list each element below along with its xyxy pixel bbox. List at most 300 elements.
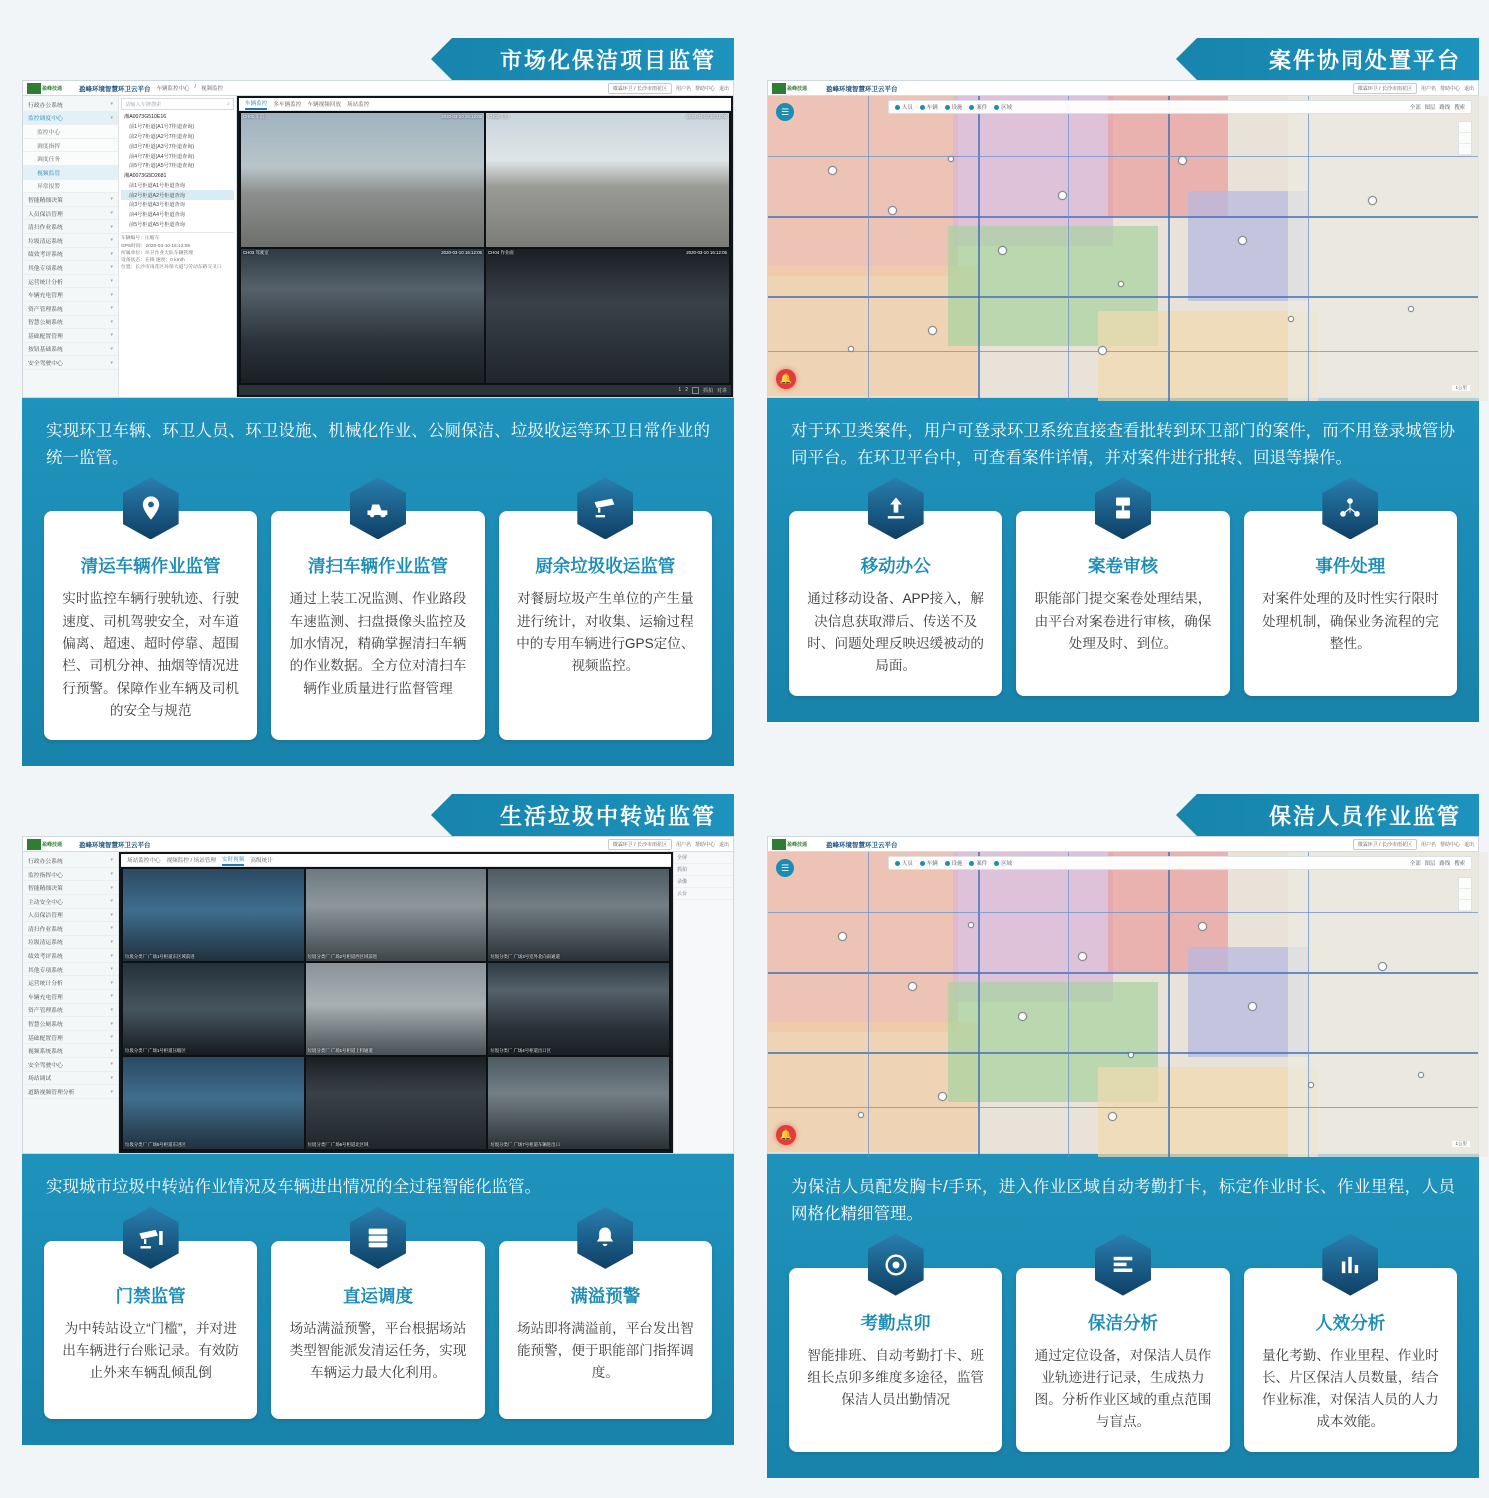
meta-line: 车辆编号：压缩车 [121,236,160,242]
sidebar-item[interactable] [23,881,118,895]
map-marker[interactable] [1118,281,1124,287]
sidebar-item[interactable] [23,868,118,882]
sidebar-item-label: 调度指挥 [37,143,61,150]
app-logo: 盈峰技通 [772,839,818,850]
video-grid [121,867,671,1151]
sidebar-item-label: 调度任务 [37,157,61,164]
help-link[interactable]: 帮助中心 [1439,841,1460,848]
sidebar-item[interactable] [23,193,118,207]
app-sidebar [23,96,119,397]
control-ptz[interactable]: 云台 [674,888,733,900]
panel-ribbon-title: 市场化保洁项目监管 [452,38,734,80]
sidebar-item[interactable] [23,220,118,234]
app-titlebar [23,837,733,852]
overflow-alarm-icon [577,1207,633,1269]
layer-button[interactable]: 图层 [1424,861,1436,868]
sidebar-item[interactable] [23,207,118,221]
tree-node[interactable]: 前4号7柜道(A4号7柜道查询) [129,153,195,160]
app-body [23,852,733,1153]
breadcrumb-item-1[interactable]: 车辆监控中心 [156,86,190,92]
sidebar-subitem[interactable] [23,139,118,153]
logout-link[interactable]: 退出 [1463,85,1474,92]
sidebar-item-label: 垃圾清运系统 [28,238,63,245]
map-app [768,837,1478,1153]
map-app [768,81,1478,397]
app-body [23,96,733,397]
video-cell[interactable] [486,249,729,383]
tab-vehicle-monitor[interactable]: 车辆监控 [245,99,267,110]
feature-title: 满溢预警 [570,1285,641,1306]
sidebar-subitem-active[interactable] [23,166,118,180]
search-input[interactable]: 请输入车牌搜索 [125,101,162,108]
efficiency-analysis-icon [1322,1234,1378,1296]
feature-text: 智能排班、自动考勤打卡、班组长点卯多维度多途径，监管保洁人员出勤情况 [807,1347,985,1408]
sidebar-item[interactable] [23,1058,118,1072]
app-user-area [1353,839,1474,850]
map-marker[interactable] [848,346,854,352]
vehicle-search[interactable] [121,98,234,110]
sidebar-item[interactable] [23,854,118,868]
app-logo: 盈峰技通 [772,83,818,94]
legend-item[interactable] [1459,878,1471,889]
dispatch-server-icon [350,1207,406,1269]
map-marker[interactable] [1098,346,1107,355]
sidebar-item-label: 其他专项系统 [28,967,63,974]
control-fullscreen[interactable]: 全屏 [674,852,733,864]
tree-node-selected[interactable]: 前2号柜道A2号柜道查询 [121,190,234,200]
tree-node[interactable]: 前5号柜道A5号柜道查询 [129,221,185,228]
screenshot-map-cleaners [767,836,1479,1154]
meta-line: 所属单位：环卫作业大队车辆管理 [121,250,193,256]
sidebar-item[interactable] [23,1017,118,1031]
video-cell[interactable] [306,869,487,961]
map-road [1308,852,1309,1157]
case-review-icon [1095,477,1151,539]
sidebar-item-label: 人员保洁管理 [28,211,63,218]
sidebar-item-label: 智慧公厕系统 [28,1022,63,1029]
sidebar-item[interactable] [23,909,118,923]
tab-station-monitor[interactable]: 场站监控 [346,102,370,108]
tab-live-video[interactable]: 实时视频 [222,855,244,866]
chevron-down-icon: ▾ [110,237,113,244]
video-channel: 垃圾分类厂 广场3号室外北向南通道 [490,954,560,960]
legend-item[interactable] [1459,133,1471,144]
vehicle-icon [920,861,925,866]
video-channel: 垃圾分类厂 广场7号柜道车辆进出口 [490,1142,560,1148]
feature-title: 考勤点卯 [860,1312,931,1333]
panel-body [767,1154,1479,1478]
filter-facility[interactable]: 设施 [945,103,963,111]
map-marker[interactable] [928,326,937,335]
panel-market-cleaning [22,38,734,766]
sidebar-item[interactable] [23,261,118,275]
meta-line: 位置：长沙市雨花区环保大道与劳动东路交叉口 [121,265,222,271]
feature-text: 实时监控车辆行驶轨迹、行驶速度、司机驾驶安全，对车道偏离、超速、超时停靠、超围栏、司机分神、抽烟等情况进行预警。保障作业车辆及司机的安全与规范 [62,591,240,718]
sidebar-item-label: 基础配置管理 [28,1035,63,1042]
sidebar-item[interactable] [23,1044,118,1058]
feature-card [789,1268,1002,1452]
video-channel: 垃圾分类厂 广场1号柜道东区域前进 [125,954,195,960]
video-cell[interactable] [488,869,669,961]
tree-node[interactable]: 前2号7柜道(A2号7柜道查询) [129,133,195,140]
screenshot-map-cases [767,80,1479,398]
feature-title: 事件处理 [1315,556,1386,577]
chevron-down-icon: ▾ [110,1074,113,1081]
sidebar-item[interactable] [23,1072,118,1086]
sidebar-item[interactable] [23,302,118,316]
sidebar-item-label: 车辆充电管理 [28,994,63,1001]
sidebar-item-label: 行政办公系统 [28,858,63,865]
video-cell[interactable] [306,963,487,1055]
video-channel: 垃圾分类厂 广场2号柜道西区域前进 [307,954,378,960]
map-road [1068,852,1069,1157]
map-road [978,852,980,1157]
menu-icon[interactable]: ☰ [776,859,794,877]
map-canvas[interactable] [768,96,1478,397]
app-user-area [608,839,729,850]
sidebar-item-label: 场站调试 [28,1076,52,1083]
chevron-down-icon: ▾ [110,196,113,203]
breadcrumb-item-2[interactable]: 视频监控 [201,86,224,92]
alarm-bell-icon[interactable]: 🔔 [776,369,796,389]
sidebar-item[interactable] [23,234,118,248]
route-button[interactable]: 路线 [1439,861,1451,868]
map-region [768,96,958,276]
chevron-down-icon: ▾ [110,264,113,271]
filter-people[interactable]: 人员 [895,859,913,867]
fullscreen-icon[interactable] [692,387,699,394]
sidebar-item-label: 道路视频管理分析 [28,1090,75,1097]
map-region [1098,311,1318,401]
tree-node[interactable]: 前3号柜道A3号柜道查询 [129,202,185,209]
sidebar-item-label: 人员保洁管理 [28,913,63,920]
feature-card [1016,511,1229,695]
legend-item[interactable] [1459,900,1471,911]
gate-camera-icon [123,1207,179,1269]
feature-card [1244,511,1457,695]
chevron-down-icon: ▾ [110,101,113,108]
user-name[interactable]: 用户名 [675,85,691,92]
feature-title: 厨余垃圾收运监管 [535,556,676,577]
sidebar-item-label: 其他专项系统 [28,265,63,272]
page-2-button[interactable]: 2 [685,387,688,393]
video-cell[interactable] [488,963,669,1055]
menu-icon[interactable]: ☰ [776,103,794,121]
sidebar-item[interactable] [23,976,118,990]
filter-vehicle[interactable]: 车辆 [920,859,938,867]
app-title: 盈峰环境智慧环卫云平台 [826,85,898,93]
tree-node[interactable]: 前4号柜道A4号柜道查询 [129,212,185,219]
filter-all[interactable]: 全部 [1409,861,1421,868]
map-toolbar [888,100,1472,114]
map-marker[interactable] [1288,316,1294,322]
logout-link[interactable]: 退出 [718,841,729,848]
tab-multi-vehicle[interactable]: 多车辆监控 [273,102,302,108]
map-marker[interactable] [828,166,837,175]
feature-title: 直运调度 [342,1285,413,1306]
sidebar-item[interactable] [23,112,118,126]
feature-text: 量化考勤、作业里程、作业时长、片区保洁人员数量，结合作业标准，对保洁人员的人力成本效能。 [1261,1347,1439,1430]
app-breadcrumb [157,84,224,92]
sidebar-item-label: 按钮基础系统 [28,347,63,354]
map-marker[interactable] [1178,156,1187,165]
tab-advanced-stats[interactable]: 高级统计 [250,858,273,865]
sidebar-item-label: 绩效考评系统 [28,954,63,961]
panel-description: 为保洁人员配发胸卡/手环，进入作业区域自动考勤打卡，标定作业时长、作业里程，人员网格化精细管理。 [791,1178,1455,1223]
feature-card [499,511,712,740]
sidebar-item[interactable] [23,316,118,330]
intercom-button[interactable]: 对讲 [716,387,727,394]
filter-all[interactable]: 全部 [1409,105,1421,111]
video-cell[interactable] [123,963,304,1055]
chevron-down-icon: ▾ [110,898,113,905]
sidebar-item[interactable] [23,949,118,963]
sidebar-item-label: 监控指挥中心 [28,872,63,879]
chevron-down-icon: ▾ [110,278,113,285]
help-link[interactable]: 帮助中心 [694,85,715,92]
page-1-button[interactable]: 1 [678,387,682,393]
map-marker[interactable] [1408,306,1414,312]
chevron-down-icon: ▾ [110,979,113,986]
video-time: 2020-03-10 16:12:05 [441,250,482,255]
map-marker[interactable] [1368,196,1377,205]
sidebar-item-label: 运营统计分析 [28,981,63,988]
map-marker[interactable] [1058,191,1067,200]
tree-node[interactable]: 湘A0073G5D2681 [124,173,167,180]
chevron-down-icon: ▾ [110,1047,113,1054]
meta-line: 设备状态：在线 速度：0 km/h [121,257,185,263]
chevron-down-icon: ▾ [110,345,113,352]
map-road [768,1052,1478,1054]
chevron-down-icon: ▾ [110,359,113,366]
sidebar-item-label: 安全驾驶中心 [28,1062,63,1069]
map-road [1168,96,1170,401]
map-marker[interactable] [888,206,897,215]
map-layer-legend[interactable] [1458,121,1472,156]
map-toolbar-right [1410,103,1465,111]
tree-node[interactable]: 湘A0073G510E16 [124,114,167,121]
video-channel: 垃圾分类厂 广场1号柜道上料通道 [307,1048,373,1054]
sidebar-item-label: 资产管理系统 [28,1008,63,1015]
sidebar-item[interactable] [23,248,118,262]
filter-vehicle[interactable]: 车辆 [920,103,938,111]
feature-title: 移动办公 [860,556,931,577]
sidebar-item[interactable] [23,1004,118,1018]
sidebar-subitem[interactable] [23,180,118,194]
vehicle-icon [920,105,925,110]
panel-description: 对于环卫类案件，用户可登录环卫系统直接查看批转到环卫部门的案件，而不用登录城管协同平台。在环卫平台中，可查看案件详情，并对案件进行批转、回退等操作。 [791,422,1455,467]
logout-link[interactable]: 退出 [718,85,729,92]
video-wall [237,96,733,397]
filter-region[interactable]: 区域 [994,859,1012,867]
video-cell[interactable] [241,249,484,383]
tree-node[interactable]: 前3号7柜道(A3号7柜道查询) [129,143,195,150]
user-name[interactable]: 用户名 [1420,841,1436,848]
org-select[interactable]: 微霖环卫 / 长沙市雨花区 [1353,83,1417,94]
feature-card [44,511,257,740]
legend-item[interactable] [1459,144,1471,155]
sidebar-item[interactable] [23,963,118,977]
sidebar-item-label: 车辆充电管理 [28,293,63,300]
sidebar-item-label: 异常报警 [37,184,61,191]
sidebar-item[interactable] [23,1031,118,1045]
layer-button[interactable]: 图层 [1424,105,1436,111]
panel-description: 实现城市垃圾中转站作业情况及车辆进出情况的全过程智能化监管。 [46,1178,541,1197]
sidebar-item-label: 监控调度中心 [28,116,63,123]
feature-title: 清扫车辆作业监管 [307,556,448,577]
feature-cards [44,1241,712,1419]
sidebar-item[interactable] [23,990,118,1004]
sidebar-item[interactable] [23,275,118,289]
sidebar-item[interactable] [23,356,118,370]
filter-people[interactable]: 人员 [895,103,913,111]
screenshot-video-monitoring [22,80,734,398]
map-marker[interactable] [948,156,954,162]
tree-node[interactable]: 前1号7柜道(A1号7柜道查询) [129,124,195,131]
sidebar-item-label: 基础配置管理 [28,333,63,340]
app-window [23,81,733,397]
feature-cards [789,1268,1457,1452]
user-name[interactable]: 用户名 [1420,85,1436,92]
chevron-down-icon: ▾ [110,952,113,959]
sidebar-subitem[interactable] [23,125,118,139]
people-icon [895,861,900,866]
feature-card [1244,1268,1457,1452]
panel-transfer-station [22,794,734,1478]
video-channel: CH01 车前 [243,114,265,119]
sidebar-item[interactable] [23,343,118,357]
sidebar-item-label: 资产管理系统 [28,306,63,313]
map-road [768,351,1478,352]
app-title: 盈峰环境智慧环卫云平台 [826,841,898,849]
snapshot-button[interactable]: 抓拍 [702,387,713,394]
chevron-down-icon: ▾ [110,1020,113,1027]
filter-facility[interactable]: 设施 [945,859,963,867]
org-select[interactable]: 微霖环卫 / 长沙市雨花区 [608,839,672,850]
sidebar-item-label: 主动安全中心 [28,899,63,906]
video-cell[interactable] [123,1057,304,1149]
case-icon [969,105,974,110]
sidebar-item[interactable] [23,936,118,950]
sidebar-item[interactable] [23,98,118,112]
map-scalebar: 1公里 [1452,385,1470,391]
people-icon [895,105,900,110]
alarm-bell-icon[interactable]: 🔔 [776,1125,796,1145]
search-icon[interactable]: ⌕ [227,100,230,107]
app-window [23,837,733,1153]
cctv-camera-icon [577,477,633,539]
sidebar-item-label: 监控中心 [37,129,61,136]
feature-title: 清运车辆作业监管 [80,556,221,577]
breadcrumb-station[interactable]: 场站监控中心 [127,858,161,865]
sidebar-item-label: 行政办公系统 [28,102,63,109]
feature-cards [789,511,1457,695]
chevron-down-icon: ▾ [110,925,113,932]
help-link[interactable]: 帮助中心 [694,841,715,848]
map-canvas[interactable] [768,852,1478,1153]
tree-node[interactable]: 前5号7柜道(A5号7柜道查询) [129,163,195,170]
control-snapshot[interactable]: 抓拍 [674,864,733,876]
map-road [768,156,1478,157]
video-cell[interactable] [488,1057,669,1149]
tab-playback[interactable]: 车辆视频回放 [307,102,341,108]
sidebar-item-label: 垃圾清运系统 [28,940,63,947]
map-region [768,852,958,1032]
search-icon[interactable]: 搜索 [1454,861,1465,868]
chevron-down-icon: ▾ [110,1061,113,1068]
map-road [1168,852,1170,1157]
feature-text: 对餐厨垃圾产生单位的产生量进行统计，对收集、运输过程中的专用车辆进行GPS定位、视频监控。 [516,591,695,674]
chevron-down-icon: ▾ [110,318,113,325]
app-title: 盈峰环境智慧环卫云平台 [79,85,151,93]
chevron-down-icon: ▾ [110,966,113,973]
app-titlebar [768,81,1478,96]
control-record[interactable]: 录像 [674,876,733,888]
user-name[interactable]: 用户名 [675,841,691,848]
sweeper-truck-icon [350,477,406,539]
video-cell[interactable] [241,113,484,247]
sidebar-subitem[interactable] [23,152,118,166]
sidebar-item-label: 智能精细决策 [28,886,63,893]
legend-item[interactable] [1459,889,1471,900]
legend-item[interactable] [1459,122,1471,133]
filter-region[interactable]: 区域 [994,103,1012,111]
video-side-controls [673,852,733,1153]
chevron-down-icon: ▾ [110,114,113,121]
video-channel: 垃圾分类厂 广场5号柜道东进区 [125,1142,186,1148]
video-cell[interactable] [123,869,304,961]
route-button[interactable]: 路线 [1439,105,1451,111]
sidebar-item[interactable] [23,895,118,909]
sidebar-item[interactable] [23,922,118,936]
panel-ribbon-title: 生活垃圾中转站监管 [452,794,734,836]
org-select[interactable]: 微霖环卫 / 长沙市雨花区 [608,83,672,94]
org-select[interactable]: 微霖环卫 / 长沙市雨花区 [1353,839,1417,850]
logout-link[interactable]: 退出 [1463,841,1474,848]
chevron-down-icon: ▾ [110,884,113,891]
app-titlebar [768,837,1478,852]
video-channel: 垃圾分类厂 广场1号柜道压缩区 [125,1048,186,1054]
map-road [768,1107,1478,1108]
feature-card [1016,1268,1229,1452]
sidebar-item[interactable] [23,288,118,302]
sidebar-item[interactable] [23,329,118,343]
chevron-down-icon: ▾ [110,291,113,298]
video-cell[interactable] [486,113,729,247]
map-layer-legend[interactable] [1458,877,1472,912]
filter-case[interactable]: 案件 [969,859,987,867]
map-marker[interactable] [1238,236,1247,245]
feature-card [44,1241,257,1419]
video-cell[interactable] [306,1057,487,1149]
search-icon[interactable]: 搜索 [1454,105,1465,111]
map-road [768,216,1478,218]
feature-card [271,511,484,740]
video-channel: 垃圾分类厂 广场6号柜道北区域 [307,1142,369,1148]
feature-text: 为中转站设立“门槛”，并对进出车辆进行台账记录。有效防止外来车辆乱倾乱倒 [62,1320,240,1381]
chevron-down-icon: ▾ [110,871,113,878]
map-marker[interactable] [998,246,1007,255]
chevron-down-icon: ▾ [110,857,113,864]
chevron-down-icon: ▾ [110,250,113,257]
help-link[interactable]: 帮助中心 [1439,85,1460,92]
tree-node[interactable]: 前1号柜道A1号柜道查询 [129,182,185,189]
filter-case[interactable]: 案件 [969,103,987,111]
sidebar-item[interactable] [23,1085,118,1099]
breadcrumb-path[interactable]: 视频监控 / 场站管理 [166,858,216,865]
map-toolbar [888,856,1472,870]
chevron-down-icon: ▾ [110,223,113,230]
